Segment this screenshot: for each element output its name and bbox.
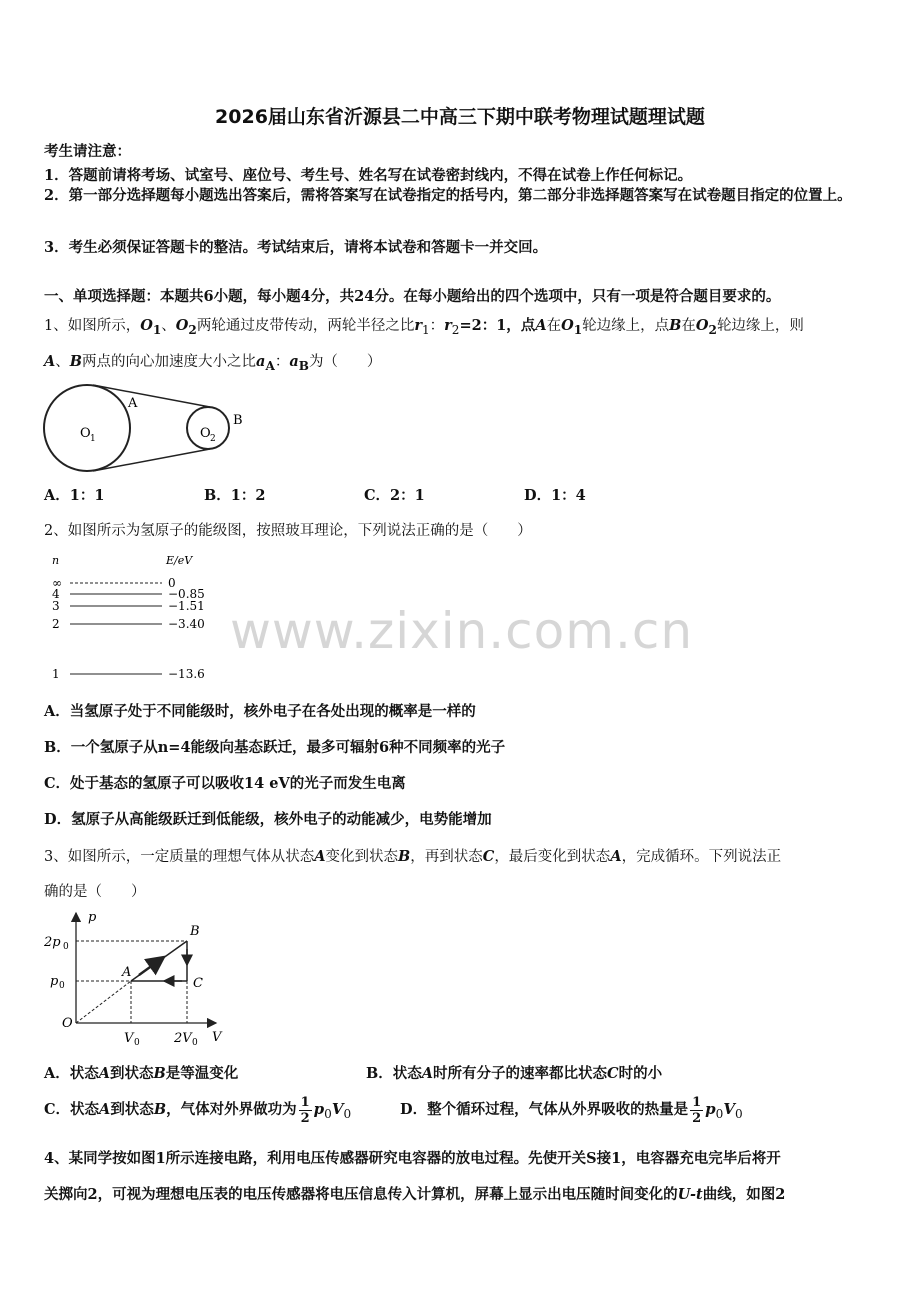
svg-text:−0.85: −0.85 [168, 587, 205, 601]
notice-item-3: 3．考生必须保证答题卡的整洁。考试结束后，请将本试卷和答题卡一并交回。 [44, 239, 548, 256]
svg-text:1: 1 [90, 434, 96, 444]
svg-text:O: O [200, 426, 211, 441]
q1-option-c[interactable]: C．2：1 [364, 487, 425, 504]
q1-label-b: B [233, 413, 243, 428]
watermark: www.zixin.com.cn [230, 602, 694, 660]
q1-stem-line1: 1、如图所示，$O_1$、$O_2$两轮通过皮带传动，两轮半径之比$r_1$：$r_2=2$：1，点A在$O_1$轮边缘上，点B在$O_2$轮边缘上，则 [44, 317, 804, 337]
q1-pulley-figure [40, 380, 260, 475]
svg-text:A: A [122, 965, 132, 980]
q1-option-b[interactable]: B．1：2 [204, 487, 266, 504]
svg-text:−1.51: −1.51 [168, 599, 205, 613]
svg-text:1: 1 [52, 667, 60, 681]
svg-text:2p: 2p [44, 935, 61, 950]
q1-option-a[interactable]: A．1：1 [44, 487, 105, 504]
notice-item-2: 2．第一部分选择题每小题选出答案后，需将答案写在试卷指定的括号内，第二部分非选择题答案写在试卷题目指定的位置上。 [44, 187, 852, 204]
svg-text:C: C [193, 976, 203, 991]
q3-fraction-c: $\frac{1}{2}$ [300, 1094, 310, 1126]
svg-text:n: n [52, 554, 60, 567]
q2-option-d[interactable]: D．氢原子从高能级跃迁到低能级，核外电子的动能减少，电势能增加 [44, 811, 492, 828]
q4-stem-line1: 4、某同学按如图1所示连接电路，利用电压传感器研究电容器的放电过程。先使开关S接1，电容器充电完毕后将开 [44, 1150, 781, 1167]
page-title: 2026届山东省沂源县二中高三下期中联考物理试题理试题 [215, 106, 705, 128]
q2-option-c[interactable]: C．处于基态的氢原子可以吸收14 eV的光子而发生电离 [44, 775, 406, 792]
svg-text:V: V [212, 1030, 222, 1045]
q2-stem: 2、如图所示为氢原子的能级图，按照玻耳理论，下列说法正确的是（ ） [44, 523, 532, 539]
q3-option-d[interactable]: D．整个循环过程，气体从外界吸收的热量是 $\frac{1}{2}$ $p_0V_0$ [400, 1094, 743, 1126]
q2-energy-level-figure [44, 548, 224, 688]
q3-stem-line2: 确的是（ ） [44, 884, 146, 900]
svg-text:3: 3 [52, 599, 60, 613]
svg-text:∞: ∞ [52, 576, 62, 590]
svg-text:V: V [124, 1031, 134, 1046]
q1-stem-line2: A、B两点的向心加速度大小之比$a_A$：$a_B$为（ ） [44, 353, 382, 373]
q3-stem-line1: 3、如图所示，一定质量的理想气体从状态A变化到状态B，再到状态C，最后变化到状态A，完成循环。下列说法正 [44, 848, 782, 865]
svg-text:2V: 2V [174, 1031, 192, 1046]
svg-text:B: B [190, 924, 200, 939]
svg-text:2: 2 [210, 434, 216, 444]
q3-pv-diagram [44, 905, 244, 1050]
svg-text:0: 0 [59, 981, 65, 991]
svg-text:0: 0 [192, 1038, 198, 1048]
svg-text:p: p [50, 974, 59, 989]
svg-text:O: O [62, 1016, 73, 1031]
q2-option-b[interactable]: B．一个氢原子从n=4能级向基态跃迁，最多可辐射6种不同频率的光子 [44, 739, 506, 756]
q3-option-a[interactable]: A．状态A到状态B是等温变化 [44, 1065, 239, 1082]
q4-stem-line2: 关掷向2，可视为理想电压表的电压传感器将电压信息传入计算机，屏幕上显示出电压随时间变化的U-t曲线，如图2 [44, 1186, 786, 1203]
q1-label-a: A [128, 396, 138, 411]
q3-fraction-d: $\frac{1}{2}$ [692, 1094, 702, 1126]
svg-text:2: 2 [52, 617, 60, 631]
q2-option-a[interactable]: A．当氢原子处于不同能级时，核外电子在各处出现的概率是一样的 [44, 703, 476, 720]
svg-text:p: p [88, 910, 97, 925]
svg-text:4: 4 [52, 587, 60, 601]
q3-option-c[interactable]: C．状态A到状态B，气体对外界做功为 $\frac{1}{2}$ $p_0V_0$ [44, 1094, 352, 1126]
svg-text:E/eV: E/eV [166, 554, 193, 567]
svg-text:0: 0 [168, 576, 176, 590]
q1-option-d[interactable]: D．1：4 [524, 487, 586, 504]
svg-text:O: O [80, 426, 91, 441]
svg-text:0: 0 [63, 942, 69, 952]
q3-option-b[interactable]: B．状态A时所有分子的速率都比状态C时的小 [366, 1065, 663, 1082]
svg-text:−13.6: −13.6 [168, 667, 205, 681]
section-1-heading: 一、单项选择题：本题共6小题，每小题4分，共24分。在每小题给出的四个选项中，只有一项是符合题目要求的。 [44, 288, 781, 305]
svg-text:−3.40: −3.40 [168, 617, 205, 631]
notice-item-1: 1．答题前请将考场、试室号、座位号、考生号、姓名写在试卷密封线内，不得在试卷上作任何标记。 [44, 167, 693, 184]
svg-text:0: 0 [134, 1038, 140, 1048]
notice-heading: 考生请注意： [44, 143, 131, 160]
